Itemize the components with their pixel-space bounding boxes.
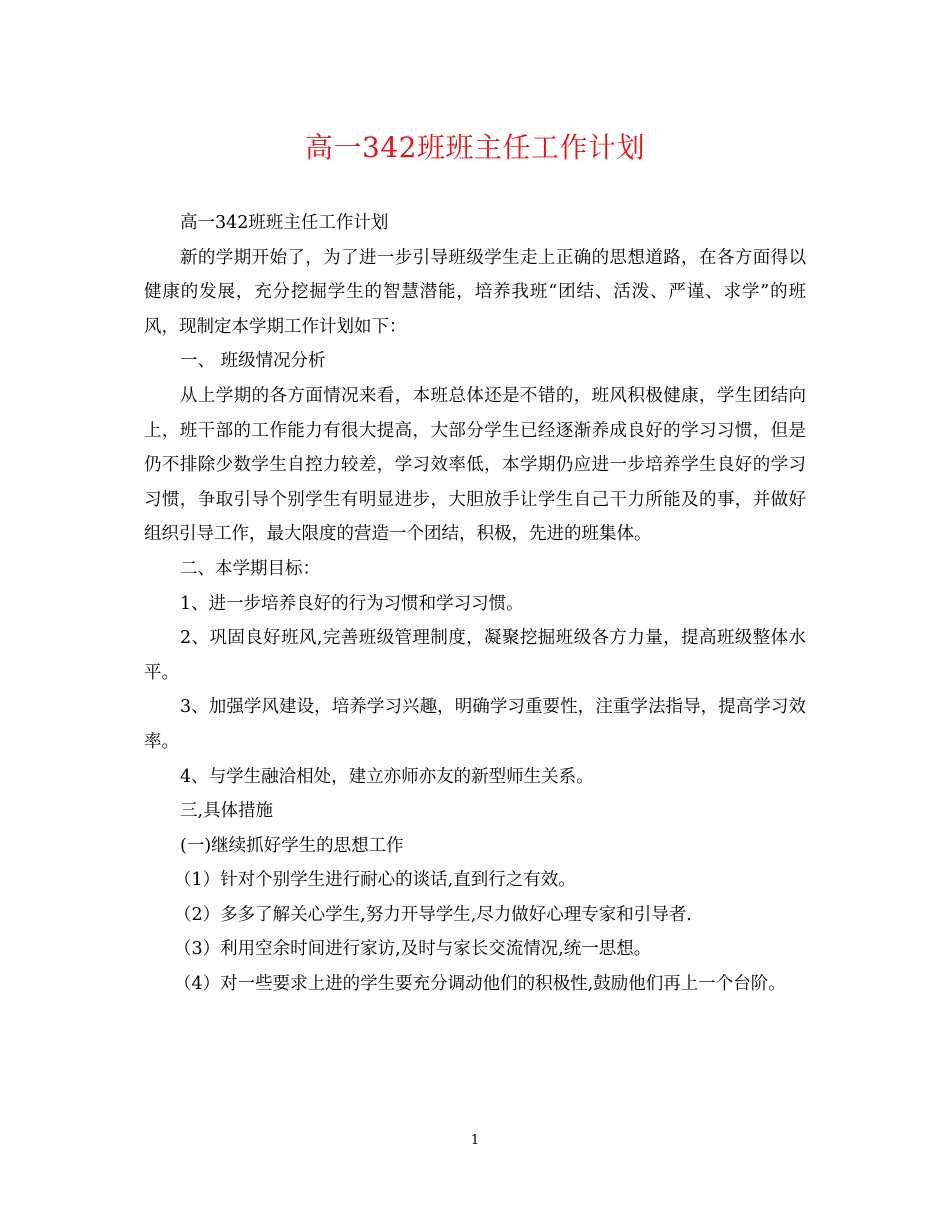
- measure-item-1: （1）针对个别学生进行耐心的谈话,直到行之有效。: [174, 870, 576, 891]
- goal-item-4: 4、与学生融洽相处，建立亦师亦友的新型师生关系。: [180, 766, 594, 787]
- measure-item-4: （4）对一些要求上进的学生要充分调动他们的积极性,鼓励他们再上一个台阶。: [174, 974, 786, 995]
- goal-item-3: 3、加强学风建设，培养学习兴趣，明确学习重要性，注重学法指导，提高学习效率。: [144, 697, 806, 752]
- section-heading-1: 一、 班级情况分析: [180, 351, 326, 372]
- section-heading-3: 三,具体措施: [180, 801, 274, 822]
- goal-item-1: 1、进一步培养良好的行为习惯和学习习惯。: [180, 593, 524, 614]
- goal-item-2: 2、巩固良好班风,完善班级管理制度，凝聚挖掘班级各方力量，提高班级整体水平。: [144, 628, 806, 683]
- measure-item-3: （3）利用空余时间进行家访,及时与家长交流情况,统一思想。: [174, 939, 652, 960]
- paragraph-intro: 新的学期开始了，为了进一步引导班级学生走上正确的思想道路，在各方面得以健康的发展，充分挖掘学生的智慧潜能，培养我班“团结、活泼、严谨、求学”的班风，现制定本学期工作计划如下：: [144, 247, 806, 337]
- paragraph-class-analysis: 从上学期的各方面情况来看，本班总体还是不错的，班风积极健康，学生团结向上，班干部的工作能力有很大提高，大部分学生已经逐渐养成良好的学习习惯，但是仍不排除少数学生自控力较差，学习效率低，本学期仍应进一步培养学生良好的学习习惯，争取引导个别学生有明显进步，大胆放手让学生自己干力所能及的事，并做好组织引导工作，最大限度的营造一个团结，积极，先进的班集体。: [144, 385, 806, 545]
- section-heading-2: 二、本学期目标：: [180, 558, 320, 579]
- subsection-heading-1: (一)继续抓好学生的思想工作: [180, 835, 404, 856]
- document-body: [144, 206, 806, 1002]
- paragraph-heading-repeat: 高一342班班主任工作计划: [180, 213, 389, 233]
- document-title: 高一342班班主任工作计划: [305, 131, 645, 164]
- measure-item-2: （2）多多了解关心学生,努力开导学生,尽力做好心理专家和引导者.: [174, 904, 692, 925]
- page-number: 1: [470, 1133, 480, 1148]
